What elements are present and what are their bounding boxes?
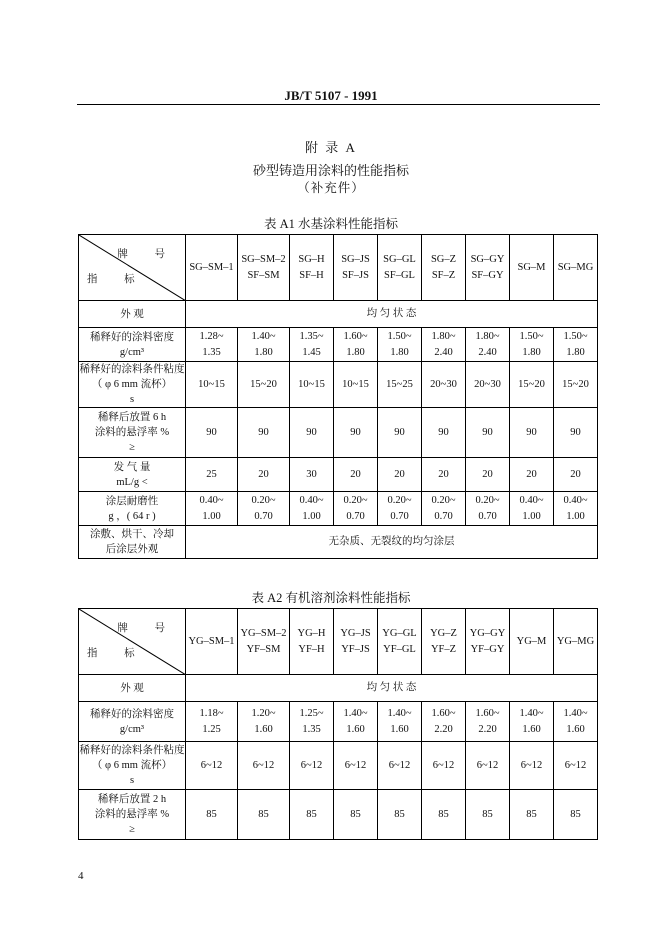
value-cell-line: 90 [206, 426, 217, 438]
value-cell [422, 742, 466, 790]
value-cell-line: 25 [206, 468, 217, 480]
value-cell [510, 492, 554, 526]
value-cell-line: 1.50~ [387, 330, 412, 342]
final-row-label-line: 后涂层外观 [105, 544, 159, 555]
value-cell [186, 328, 238, 362]
column-header-line: SF–Z [431, 269, 456, 281]
corner-indicator-label: 指 标 [87, 648, 147, 659]
value-cell-line: 30 [306, 468, 317, 480]
value-cell-line: 1.18~ [199, 707, 224, 719]
standard-header: JB/T 5107 - 1991 [284, 88, 378, 103]
value-cell [238, 742, 290, 790]
row-label [79, 702, 186, 742]
value-cell [334, 328, 378, 362]
value-cell [422, 328, 466, 362]
value-cell [290, 458, 334, 492]
value-cell-line: 6~12 [564, 759, 587, 771]
table-a2 [78, 608, 598, 840]
value-cell-line: 1.60 [346, 723, 365, 735]
value-cell [186, 742, 238, 790]
column-header-line: YG–Z [430, 627, 457, 639]
row-label-line: 稀释好的涂料条件粘度 [79, 745, 185, 756]
column-header-line: SF–JS [342, 269, 369, 281]
value-cell [290, 328, 334, 362]
value-cell [186, 702, 238, 742]
row-label-line: g/cm³ [119, 346, 145, 358]
row-label [79, 458, 186, 492]
column-header-line: YG–MG [556, 635, 595, 647]
column-header-line: SF–GL [384, 269, 415, 281]
value-cell-line: 6~12 [344, 759, 367, 771]
value-cell [466, 702, 510, 742]
value-cell-line: 1.45 [302, 346, 321, 358]
value-cell-line: 15~25 [386, 378, 413, 390]
value-cell-line: 90 [526, 426, 537, 438]
value-cell-line: 0.70 [434, 510, 453, 522]
value-cell-line: 1.00 [522, 510, 541, 522]
appearance-value [186, 301, 598, 328]
value-cell [422, 492, 466, 526]
value-cell [466, 492, 510, 526]
appearance-label [79, 675, 186, 702]
row-label-line: 稀释好的涂料条件粘度 [79, 364, 185, 375]
value-cell-line: 90 [394, 426, 405, 438]
value-cell-line: 90 [306, 426, 317, 438]
value-cell-line: 6~12 [520, 759, 543, 771]
value-cell-line: 1.28~ [199, 330, 224, 342]
table-a1-caption: 表 A1 水基涂料性能指标 [263, 217, 399, 231]
column-header-line: YF–JS [341, 643, 370, 655]
table-row [79, 328, 598, 362]
value-cell-line: 20 [570, 468, 581, 480]
value-cell [378, 492, 422, 526]
value-cell [466, 742, 510, 790]
column-header-line: YG–JS [340, 627, 371, 639]
value-cell-line: 1.25~ [299, 707, 324, 719]
value-cell-line: 0.40~ [519, 494, 544, 506]
value-cell-line: 90 [482, 426, 493, 438]
column-header-line: SG–H [298, 253, 325, 265]
value-cell [186, 408, 238, 458]
final-row-label [79, 526, 186, 559]
row-label-line: （ φ 6 mm 流杯） [91, 760, 173, 771]
column-header-line: SG–SM–2 [241, 253, 286, 265]
column-header-line: SG–MG [557, 261, 594, 273]
value-cell [378, 742, 422, 790]
value-cell-line: 1.40~ [387, 707, 412, 719]
value-cell [238, 408, 290, 458]
diagonal-line [79, 235, 186, 301]
value-cell-line: 90 [258, 426, 269, 438]
row-label-line: ≥ [129, 442, 135, 453]
column-header [290, 609, 334, 675]
value-cell [554, 492, 598, 526]
column-header-line: YF–GL [383, 643, 416, 655]
value-cell-line: 1.40~ [563, 707, 588, 719]
column-header [378, 609, 422, 675]
value-cell [466, 408, 510, 458]
column-header [510, 609, 554, 675]
value-cell-line: 0.70 [478, 510, 497, 522]
value-cell-line: 2.20 [434, 723, 453, 735]
value-cell-line: 20 [350, 468, 361, 480]
value-cell [378, 362, 422, 408]
value-cell-line: 1.60 [254, 723, 273, 735]
value-cell [186, 458, 238, 492]
final-row-value-line: 无杂质、无裂纹的均匀涂层 [328, 536, 455, 547]
value-cell-line: 6~12 [200, 759, 223, 771]
column-header-line: YF–GY [470, 643, 505, 655]
value-cell-line: 0.40~ [299, 494, 324, 506]
value-cell [510, 742, 554, 790]
value-cell [186, 492, 238, 526]
value-cell [378, 408, 422, 458]
row-label-line: g ，( 64 r ) [108, 510, 156, 522]
appearance-value-line: 均 匀 状 态 [366, 682, 417, 693]
column-header-line: YG–SM–1 [188, 635, 235, 647]
value-cell-line: 1.60~ [431, 707, 456, 719]
value-cell-line: 10~15 [198, 378, 225, 390]
value-cell-line: 85 [306, 808, 317, 820]
row-label-line: 涂料的悬浮率 % [94, 427, 170, 438]
corner-header-cell [79, 609, 186, 675]
column-header-line: YG–GL [382, 627, 417, 639]
value-cell-line: 1.35~ [299, 330, 324, 342]
row-label [79, 328, 186, 362]
row-label [79, 790, 186, 840]
value-cell [466, 790, 510, 840]
value-cell [554, 458, 598, 492]
value-cell-line: 1.60 [522, 723, 541, 735]
value-cell [378, 702, 422, 742]
column-header-line: YG–SM–2 [240, 627, 287, 639]
value-cell [554, 408, 598, 458]
value-cell [290, 362, 334, 408]
value-cell [290, 742, 334, 790]
appendix-title: 砂型铸造用涂料的性能指标 [252, 163, 409, 178]
column-header-line: YF–SM [246, 643, 281, 655]
column-header [238, 235, 290, 301]
column-header [334, 609, 378, 675]
value-cell-line: 90 [438, 426, 449, 438]
appendix-label: 附 录 A [305, 140, 357, 155]
row-label-line: 稀释好的涂料密度 [90, 331, 174, 343]
value-cell-line: 20 [258, 468, 269, 480]
appearance-label-line: 外 观 [120, 682, 144, 694]
column-header-line: YG–H [297, 627, 326, 639]
column-header-line: YG–GY [469, 627, 506, 639]
value-cell-line: 1.80 [522, 346, 541, 358]
value-cell [186, 790, 238, 840]
value-cell-line: 1.80 [254, 346, 273, 358]
column-header [466, 609, 510, 675]
column-header-line: SG–GY [470, 253, 505, 265]
value-cell-line: 85 [526, 808, 537, 820]
value-cell-line: 1.25 [202, 723, 221, 735]
value-cell-line: 15~20 [562, 378, 589, 390]
value-cell-line: 6~12 [388, 759, 411, 771]
value-cell [422, 362, 466, 408]
column-header-line: SG–M [517, 261, 546, 273]
value-cell [290, 408, 334, 458]
value-cell-line: 90 [350, 426, 361, 438]
table-row [79, 702, 598, 742]
value-cell-line: 1.40~ [251, 330, 276, 342]
column-header [186, 609, 238, 675]
value-cell [378, 790, 422, 840]
column-header-line: SF–H [299, 269, 324, 281]
column-header-line: SG–GL [383, 253, 416, 265]
value-cell-line: 85 [482, 808, 493, 820]
value-cell [290, 702, 334, 742]
column-header [422, 235, 466, 301]
value-cell-line: 1.80~ [431, 330, 456, 342]
value-cell [378, 328, 422, 362]
value-cell [378, 458, 422, 492]
appearance-value-line: 均 匀 状 态 [366, 308, 417, 319]
value-cell-line: 1.00 [566, 510, 585, 522]
row-label-line: 发 气 量 [113, 461, 151, 473]
corner-brand-label: 牌 号 [117, 249, 177, 260]
value-cell-line: 0.70 [346, 510, 365, 522]
page-number: 4 [78, 870, 84, 882]
value-cell-line: 10~15 [298, 378, 325, 390]
value-cell [334, 458, 378, 492]
column-header-line: YG–M [516, 635, 547, 647]
value-cell-line: 0.20~ [387, 494, 412, 506]
row-label-line: ≥ [129, 824, 135, 835]
value-cell [290, 492, 334, 526]
row-label-line: s [129, 775, 135, 786]
value-cell-line: 1.60~ [475, 707, 500, 719]
value-cell-line: 0.20~ [343, 494, 368, 506]
value-cell-line: 0.70 [390, 510, 409, 522]
value-cell [238, 702, 290, 742]
value-cell [334, 492, 378, 526]
value-cell-line: 20 [526, 468, 537, 480]
table-row [79, 408, 598, 458]
value-cell-line: 2.20 [478, 723, 497, 735]
value-cell-line: 20 [482, 468, 493, 480]
table-a2-caption: 表 A2 有机溶剂涂料性能指标 [251, 591, 411, 605]
value-cell [554, 742, 598, 790]
value-cell-line: 0.20~ [431, 494, 456, 506]
value-cell [466, 458, 510, 492]
corner-brand-label: 牌 号 [117, 623, 177, 634]
row-label-line: g/cm³ [119, 723, 145, 735]
appearance-label-line: 外 观 [120, 308, 144, 320]
value-cell [334, 702, 378, 742]
value-cell [554, 702, 598, 742]
column-header-line: YF–Z [430, 643, 457, 655]
value-cell-line: 85 [570, 808, 581, 820]
value-cell-line: 2.40 [434, 346, 453, 358]
value-cell-line: 85 [258, 808, 269, 820]
column-header [334, 235, 378, 301]
value-cell-line: 10~15 [342, 378, 369, 390]
value-cell-line: 1.20~ [251, 707, 276, 719]
value-cell-line: 0.20~ [475, 494, 500, 506]
row-label-line: s [129, 394, 135, 405]
value-cell-line: 0.20~ [251, 494, 276, 506]
value-cell [422, 702, 466, 742]
value-cell [334, 408, 378, 458]
value-cell-line: 1.50~ [519, 330, 544, 342]
column-header [238, 609, 290, 675]
value-cell [334, 742, 378, 790]
value-cell-line: 6~12 [300, 759, 323, 771]
value-cell-line: 15~20 [250, 378, 277, 390]
column-header [510, 235, 554, 301]
value-cell-line: 20 [438, 468, 449, 480]
header-rule [77, 104, 600, 105]
value-cell-line: 20~30 [430, 378, 457, 390]
corner-header-cell [79, 235, 186, 301]
value-cell-line: 6~12 [252, 759, 275, 771]
value-cell [238, 362, 290, 408]
value-cell [466, 328, 510, 362]
table-a1 [78, 234, 598, 559]
column-header-line: SG–Z [430, 253, 457, 265]
value-cell [290, 790, 334, 840]
value-cell [510, 362, 554, 408]
column-header-line: SF–GY [471, 269, 504, 281]
value-cell [510, 790, 554, 840]
row-label-line: 稀释后放置 6 h [97, 412, 167, 423]
row-label-line: （ φ 6 mm 流杯） [91, 379, 173, 390]
value-cell [510, 328, 554, 362]
value-cell-line: 85 [350, 808, 361, 820]
diagonal-line [79, 609, 186, 675]
value-cell-line: 20~30 [474, 378, 501, 390]
table-row [79, 492, 598, 526]
final-row-label-line: 涂敷、烘干、冷却 [90, 529, 174, 540]
row-label-line: 稀释好的涂料密度 [90, 708, 174, 720]
column-header [378, 235, 422, 301]
value-cell-line: 15~20 [518, 378, 545, 390]
value-cell [238, 458, 290, 492]
value-cell-line: 1.00 [202, 510, 221, 522]
table-row [79, 742, 598, 790]
column-header-line: SG–JS [341, 253, 370, 265]
value-cell [466, 362, 510, 408]
column-header-line: SG–SM–1 [189, 261, 234, 273]
value-cell-line: 1.50~ [563, 330, 588, 342]
row-label [79, 742, 186, 790]
value-cell-line: 1.80 [346, 346, 365, 358]
value-cell-line: 1.00 [302, 510, 321, 522]
value-cell [238, 790, 290, 840]
value-cell-line: 1.80~ [475, 330, 500, 342]
value-cell-line: 85 [438, 808, 449, 820]
value-cell [422, 790, 466, 840]
table-row [79, 362, 598, 408]
row-label-line: mL/g < [116, 476, 148, 488]
value-cell [186, 362, 238, 408]
row-label-line: 涂层耐磨性 [105, 495, 159, 507]
final-row-value [186, 526, 598, 559]
row-label [79, 408, 186, 458]
value-cell-line: 1.40~ [519, 707, 544, 719]
value-cell-line: 6~12 [432, 759, 455, 771]
value-cell [238, 492, 290, 526]
value-cell-line: 85 [206, 808, 217, 820]
value-cell-line: 1.60 [566, 723, 585, 735]
row-label [79, 362, 186, 408]
value-cell-line: 1.40~ [343, 707, 368, 719]
row-label [79, 492, 186, 526]
value-cell-line: 1.80 [566, 346, 585, 358]
value-cell [510, 702, 554, 742]
value-cell-line: 0.40~ [199, 494, 224, 506]
value-cell-line: 1.60 [390, 723, 409, 735]
value-cell [554, 328, 598, 362]
column-header [466, 235, 510, 301]
table-row [79, 458, 598, 492]
value-cell-line: 6~12 [476, 759, 499, 771]
value-cell-line: 2.40 [478, 346, 497, 358]
value-cell [554, 790, 598, 840]
column-header [554, 609, 598, 675]
value-cell-line: 85 [394, 808, 405, 820]
value-cell [422, 408, 466, 458]
appearance-value [186, 675, 598, 702]
value-cell-line: 90 [570, 426, 581, 438]
corner-indicator-label: 指 标 [87, 274, 147, 285]
value-cell [510, 408, 554, 458]
column-header [290, 235, 334, 301]
value-cell [334, 790, 378, 840]
value-cell-line: 0.40~ [563, 494, 588, 506]
value-cell [334, 362, 378, 408]
value-cell [510, 458, 554, 492]
value-cell [422, 458, 466, 492]
value-cell-line: 1.35 [302, 723, 321, 735]
value-cell-line: 0.70 [254, 510, 273, 522]
value-cell-line: 1.60~ [343, 330, 368, 342]
column-header [186, 235, 238, 301]
column-header [554, 235, 598, 301]
value-cell [554, 362, 598, 408]
table-row [79, 790, 598, 840]
column-header-line: YF–H [298, 643, 325, 655]
value-cell-line: 1.35 [202, 346, 221, 358]
row-label-line: 稀释后放置 2 h [97, 794, 167, 805]
value-cell-line: 1.80 [390, 346, 409, 358]
value-cell-line: 20 [394, 468, 405, 480]
column-header [422, 609, 466, 675]
value-cell [238, 328, 290, 362]
appearance-label [79, 301, 186, 328]
row-label-line: 涂料的悬浮率 % [94, 809, 170, 820]
appendix-supplement: （补充件） [297, 181, 365, 195]
column-header-line: SF–SM [247, 269, 280, 281]
